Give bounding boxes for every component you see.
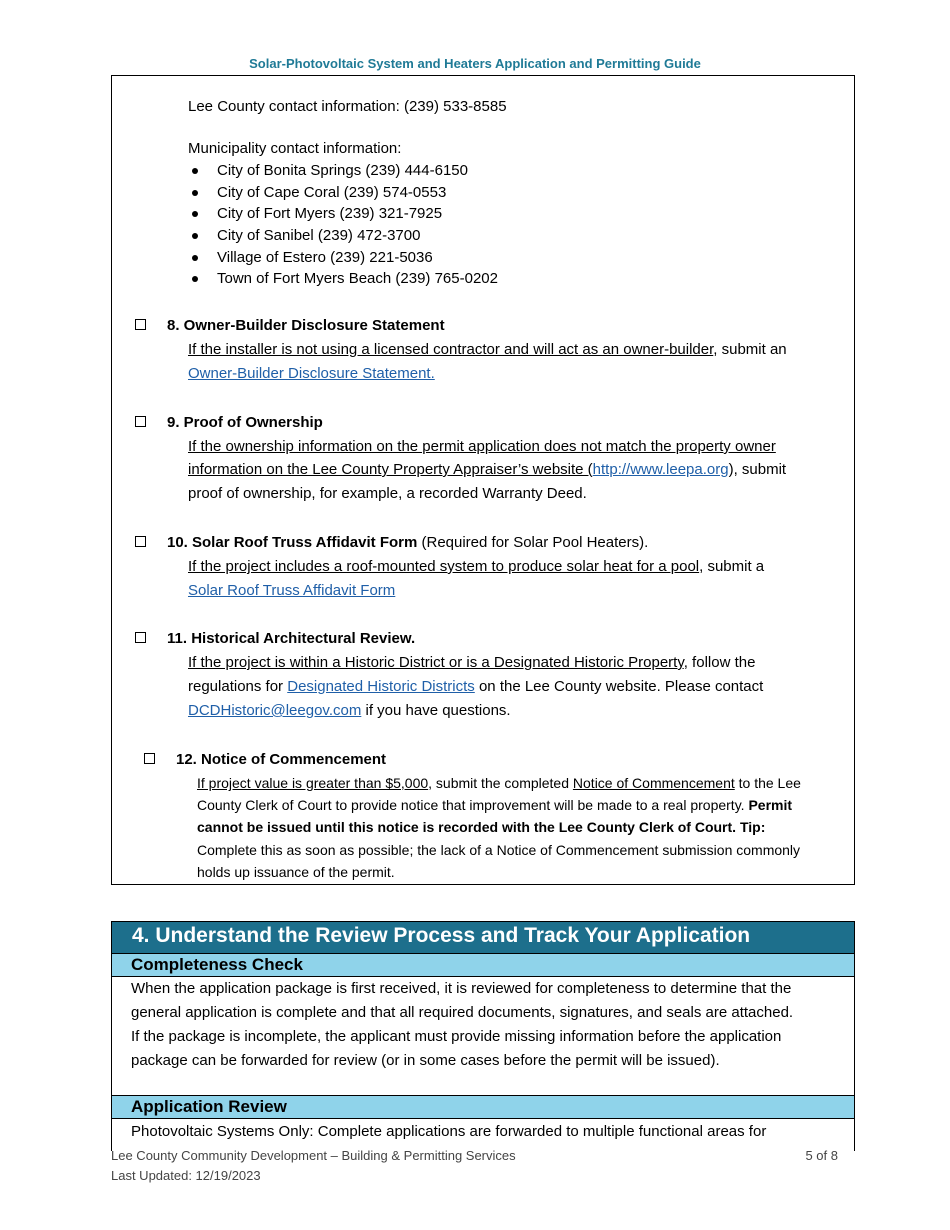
item-11-checkbox[interactable] (135, 632, 146, 643)
list-item: City of Sanibel (239) 472-3700 (217, 227, 421, 244)
document-header-title: Solar-Photovoltaic System and Heaters Application and Permitting Guide (249, 56, 701, 71)
item-9-checkbox[interactable] (135, 416, 146, 427)
item-12-line-5: holds up issuance of the permit. (197, 864, 395, 880)
section-4-header (112, 922, 854, 953)
item-12-line-2: County Clerk of Court to provide notice that improvement will be made to a real property. Permit (197, 797, 793, 813)
solar-roof-truss-affidavit-link[interactable]: Solar Roof Truss Affidavit Form (188, 582, 396, 599)
item-11-line-1: If the project is within a Historic District or is a Designated Historic Property, follow the (188, 654, 756, 671)
completeness-check-paragraph: When the application package is first received, it is reviewed for completeness to determine that the general application is complete and that all required documents, signatures, and seals are attached. If the package is incomplete, the applicant must provide missing information before the application package can be forwarded for review (or in some cases before the permit will be issued). (131, 980, 794, 1069)
item-10-title: 10. Solar Roof Truss Affidavit Form (167, 534, 418, 551)
item-8-title: 8. Owner-Builder Disclosure Statement (167, 317, 445, 334)
bullet-icon (192, 276, 198, 282)
designated-historic-districts-link[interactable]: Designated Historic Districts (287, 678, 475, 695)
checklist-box (111, 75, 855, 885)
list-item: City of Fort Myers (239) 321-7925 (217, 205, 443, 222)
item-11-title: 11. Historical Architectural Review. (167, 630, 416, 647)
list-item: City of Bonita Springs (239) 444-6150 (217, 162, 468, 179)
item-9-line-2: information on the Lee County Property Appraiser’s website (http://www.leepa.org), submit (188, 461, 787, 478)
application-review-header (112, 1095, 854, 1119)
item-11-line-3: DCDHistoric@leegov.com if you have questions. (188, 702, 511, 719)
page-number: 5 of 8 (805, 1148, 838, 1163)
application-review-paragraph: Photovoltaic Systems Only: Complete applications are forwarded to multiple functional areas for (131, 1123, 767, 1140)
bullet-icon (192, 168, 198, 174)
item-8-line-1: If the installer is not using a licensed contractor and will act as an owner-builder, submit an (188, 341, 787, 358)
dcd-historic-email-link[interactable]: DCDHistoric@leegov.com (188, 702, 362, 719)
item-9-line-1: If the ownership information on the permit application does not match the property owner (188, 438, 776, 455)
item-8-line-2 (188, 363, 435, 385)
leepa-website-link[interactable]: http://www.leepa.org (592, 461, 729, 478)
bullet-icon (192, 255, 198, 261)
item-10-line-2 (188, 580, 395, 602)
owner-builder-disclosure-link[interactable]: Owner-Builder Disclosure Statement. (188, 365, 435, 382)
item-12-line-1: If project value is greater than $5,000, submit the completed Notice of Commencement to the Lee (197, 775, 801, 791)
list-item: City of Cape Coral (239) 574-0553 (217, 184, 447, 201)
bullet-icon (192, 190, 198, 196)
item-8-checkbox[interactable] (135, 319, 146, 330)
list-item: Village of Estero (239) 221-5036 (217, 249, 433, 266)
item-10-title-line: 10. Solar Roof Truss Affidavit Form (Required for Solar Pool Heaters). (167, 534, 649, 551)
item-9-title: 9. Proof of Ownership (167, 414, 323, 431)
item-12-checkbox[interactable] (144, 753, 155, 764)
completeness-check-header (112, 953, 854, 977)
section-4-box (111, 921, 855, 1151)
item-9-line-3: proof of ownership, for example, a recorded Warranty Deed. (188, 485, 587, 502)
footer-last-updated: Last Updated: 12/19/2023 (111, 1168, 261, 1183)
application-review-title: Application Review (131, 1097, 287, 1116)
municipality-contact-label: Municipality contact information: (188, 140, 402, 157)
section-4-title: 4. Understand the Review Process and Track Your Application (132, 924, 751, 947)
bullet-icon (192, 233, 198, 239)
completeness-check-title: Completeness Check (131, 955, 303, 974)
bullet-icon (192, 211, 198, 217)
item-10-line-1: If the project includes a roof-mounted system to produce solar heat for a pool, submit a (188, 558, 765, 575)
footer-organization: Lee County Community Development – Building & Permitting Services (111, 1148, 516, 1163)
list-item: Town of Fort Myers Beach (239) 765-0202 (217, 270, 498, 287)
item-11-line-2: regulations for Designated Historic Districts on the Lee County website. Please contact (188, 678, 764, 695)
item-12-line-3: cannot be issued until this notice is recorded with the Lee County Clerk of Court. Tip: (197, 819, 766, 835)
item-12-title: 12. Notice of Commencement (176, 751, 387, 768)
item-12-line-4: Complete this as soon as possible; the lack of a Notice of Commencement submission commonly (197, 842, 801, 858)
item-10-checkbox[interactable] (135, 536, 146, 547)
lee-county-contact: Lee County contact information: (239) 533-8585 (188, 98, 507, 115)
